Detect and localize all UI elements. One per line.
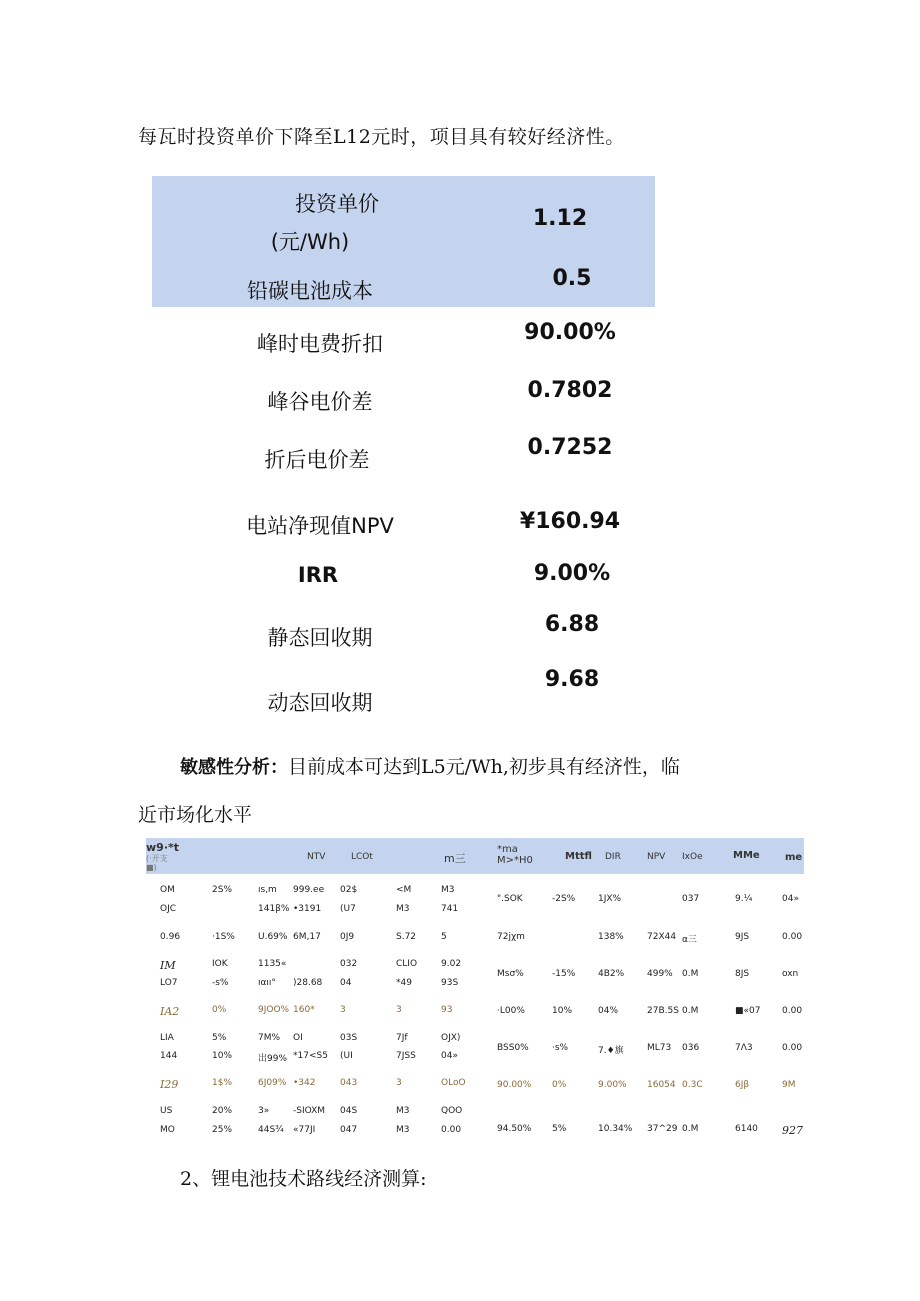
table-cell: -15% <box>552 969 576 979</box>
mini-head-col: (·开支 <box>146 854 168 863</box>
kv-value-unit-price: 1.12 <box>532 206 588 231</box>
table-cell: Msσ% <box>497 969 524 979</box>
kv-label-peak-valley-diff: 峰谷电价差 <box>267 390 373 414</box>
table-cell: -2S% <box>552 894 576 904</box>
table-cell: ".SOK <box>497 894 523 904</box>
table-cell: 043 <box>340 1078 358 1088</box>
mini-head-col: DIR <box>605 852 621 862</box>
table-cell: 8JS <box>735 969 750 979</box>
table-cell: 03S <box>340 1033 358 1043</box>
table-cell: 2S% <box>212 885 232 895</box>
table-cell: 37^29 <box>647 1124 678 1134</box>
table-cell: 9JOO% <box>258 1005 290 1015</box>
table-cell: (UI <box>340 1051 353 1061</box>
table-cell: 72X44 <box>647 932 677 942</box>
table-cell: 3» <box>258 1106 270 1116</box>
table-cell: 6140 <box>735 1124 758 1134</box>
mini-head-col: M>*H0 <box>497 855 533 866</box>
table-cell: 25% <box>212 1125 233 1135</box>
table-cell: 0.3C <box>682 1080 703 1090</box>
table-cell: IOK <box>212 959 228 969</box>
table-cell: 7M% <box>258 1033 281 1043</box>
table-cell: BSS0% <box>497 1043 529 1053</box>
table-cell: 0% <box>212 1005 227 1015</box>
table-cell: ■«07 <box>735 1006 761 1016</box>
table-cell: 0.00 <box>782 1006 803 1016</box>
table-cell: 94.50% <box>497 1124 532 1134</box>
table-cell: I29 <box>160 1078 179 1091</box>
table-cell: 9.¼ <box>735 894 753 904</box>
table-cell: 499% <box>647 969 673 979</box>
kv-value-discounted-diff: 0.7252 <box>527 435 613 460</box>
table-cell: IM <box>160 959 176 972</box>
intro-paragraph: 每瓦时投资单价下降至L12元时，项目具有较好经济性。 <box>138 126 625 148</box>
table-cell: M3 <box>396 1125 410 1135</box>
table-cell: 6J09% <box>258 1078 287 1088</box>
table-cell: U.69% <box>258 932 288 942</box>
table-cell: 3 <box>340 1005 346 1015</box>
table-cell: 1135« <box>258 959 287 969</box>
table-cell: 1$% <box>212 1078 233 1088</box>
table-cell: 037 <box>682 894 700 904</box>
table-cell: 10.34% <box>598 1124 633 1134</box>
table-cell: «77JI <box>293 1125 316 1135</box>
table-cell: S.72 <box>396 932 417 942</box>
kv-value-irr: 9.00% <box>533 561 611 586</box>
table-cell: 4B2% <box>598 969 625 979</box>
table-cell: 90.00% <box>497 1080 532 1090</box>
table-cell: 10% <box>552 1006 573 1016</box>
table-cell: 3 <box>396 1005 402 1015</box>
kv-value-peak-valley-diff: 0.7802 <box>527 378 613 403</box>
table-cell: M3 <box>396 904 410 914</box>
table-cell: <M <box>396 885 412 895</box>
table-cell: OJX) <box>441 1033 461 1043</box>
sensitivity-table <box>146 838 804 1146</box>
kv-label-npv: 电站净现值NPV <box>246 514 394 538</box>
table-cell: 9M <box>782 1080 796 1090</box>
table-cell: LIA <box>160 1033 174 1043</box>
mini-head-col: w9·*t <box>146 841 180 854</box>
table-cell: 6Jβ <box>735 1080 750 1090</box>
sensitivity-lead: 敏感性分析： <box>180 757 288 778</box>
table-cell: OJC <box>160 904 177 914</box>
table-cell: *17<S5 <box>293 1051 328 1061</box>
mini-head-col: LCOt <box>351 852 373 862</box>
table-cell: 047 <box>340 1125 358 1135</box>
table-cell: US <box>160 1106 173 1116</box>
table-cell: 5% <box>552 1124 567 1134</box>
table-cell: 741 <box>441 904 459 914</box>
table-cell: 0J9 <box>340 932 355 942</box>
table-cell: LO7 <box>160 978 178 988</box>
table-cell: 9.00% <box>598 1080 627 1090</box>
table-cell: 04S <box>340 1106 358 1116</box>
table-cell: 7JSS <box>396 1051 416 1061</box>
table-cell: )28.68 <box>293 978 323 988</box>
mini-head-col: me <box>785 852 803 863</box>
table-cell: 9JS <box>735 932 750 942</box>
kv-value-dynamic-payback: 9.68 <box>544 667 600 692</box>
table-cell: 7Λ3 <box>735 1043 753 1053</box>
table-cell: 9.02 <box>441 959 462 969</box>
table-cell: 0.00 <box>782 932 803 942</box>
table-cell: 5 <box>441 932 447 942</box>
table-cell: 927 <box>782 1124 803 1137</box>
mini-head-col: MMe <box>733 850 760 861</box>
table-cell: 04» <box>441 1051 458 1061</box>
table-cell: 44S¾ <box>258 1125 284 1135</box>
table-cell: -SIOXM <box>293 1106 326 1116</box>
table-cell: (U7 <box>340 904 356 914</box>
table-cell: α三 <box>682 935 697 945</box>
table-cell: 16054 <box>647 1080 676 1090</box>
table-cell: 1JX% <box>598 894 622 904</box>
sensitivity-paragraph-continued: 近市场化水平 <box>138 804 253 826</box>
mini-head-col: m三 <box>444 852 466 865</box>
table-cell: 0% <box>552 1080 567 1090</box>
table-cell: 5% <box>212 1033 227 1043</box>
table-cell: CLIO <box>396 959 418 969</box>
table-cell: OLoO <box>441 1078 466 1088</box>
table-cell: 999.ee <box>293 885 325 895</box>
table-cell: 3 <box>396 1078 402 1088</box>
sensitivity-paragraph <box>180 752 680 779</box>
table-cell: ıs,m <box>258 885 277 895</box>
table-cell: 7.♦旗 <box>598 1046 624 1056</box>
sensitivity-table-header <box>146 838 804 874</box>
table-cell: 144 <box>160 1051 178 1061</box>
table-cell: 0.M <box>682 1124 699 1134</box>
table-cell: 93S <box>441 978 459 988</box>
mini-head-col: NTV <box>307 852 326 862</box>
kv-value-peak-discount: 90.00% <box>524 320 616 345</box>
sensitivity-text: 目前成本可达到L5元/Wh,初步具有经济性，临 <box>288 756 680 778</box>
table-cell: ML73 <box>647 1043 672 1053</box>
table-cell: oxn <box>782 969 799 979</box>
kv-label-discounted-diff: 折后电价差 <box>264 448 370 472</box>
kv-label-unit-price-unit: (元/Wh) <box>270 230 350 254</box>
kv-label-unit-price: 投资单价 <box>295 192 379 216</box>
table-cell: 02$ <box>340 885 358 895</box>
table-cell: 出99% <box>258 1054 288 1064</box>
table-cell: QOO <box>441 1106 463 1116</box>
table-cell: 0.00 <box>441 1125 462 1135</box>
table-cell: 20% <box>212 1106 233 1116</box>
table-cell: 036 <box>682 1043 700 1053</box>
table-cell: 6M,17 <box>293 932 321 942</box>
mini-head-col: *ma <box>497 844 518 855</box>
kv-label-static-payback: 静态回收期 <box>267 626 373 650</box>
table-cell: 04% <box>598 1006 619 1016</box>
kv-label-battery-cost: 铅碳电池成本 <box>247 279 373 303</box>
kv-value-static-payback: 6.88 <box>544 612 600 637</box>
kv-label-irr: IRR <box>297 563 339 587</box>
mini-head-col: Mttfl <box>565 851 592 862</box>
table-cell: 10% <box>212 1051 233 1061</box>
table-cell: 138% <box>598 932 624 942</box>
mini-head-col: IxOe <box>682 852 703 862</box>
table-cell: ·L00% <box>497 1006 525 1016</box>
table-cell: 141β% <box>258 904 290 914</box>
mini-head-col: NPV <box>647 852 666 862</box>
table-cell: M3 <box>396 1106 410 1116</box>
table-cell: •3191 <box>293 904 322 914</box>
table-cell: 72jχm <box>497 932 525 942</box>
table-cell: 032 <box>340 959 358 969</box>
table-cell: -s% <box>212 978 229 988</box>
table-cell: OM <box>160 885 175 895</box>
table-cell: OI <box>293 1033 303 1043</box>
kv-value-battery-cost: 0.5 <box>552 266 592 291</box>
table-cell: 27B.5S <box>647 1006 679 1016</box>
table-cell: 0.00 <box>782 1043 803 1053</box>
kv-label-peak-discount: 峰时电费折扣 <box>257 332 383 356</box>
table-cell: 93 <box>441 1005 453 1015</box>
table-cell: 04» <box>782 894 799 904</box>
table-cell: M3 <box>441 885 455 895</box>
table-cell: •342 <box>293 1078 316 1088</box>
table-cell: ·1S% <box>212 932 235 942</box>
table-cell: 04 <box>340 978 352 988</box>
table-cell: ıαıı° <box>258 978 276 988</box>
table-cell: MO <box>160 1125 175 1135</box>
section-heading: 2、锂电池技术路线经济测算: <box>180 1168 427 1190</box>
kv-label-dynamic-payback: 动态回收期 <box>267 691 373 715</box>
table-cell: 0.M <box>682 969 699 979</box>
table-cell: 160* <box>293 1005 315 1015</box>
table-cell: 0.M <box>682 1006 699 1016</box>
table-cell: 7Jf <box>396 1033 408 1043</box>
table-cell: ·s% <box>552 1043 569 1053</box>
table-cell: IA2 <box>160 1005 180 1018</box>
table-cell: 0.96 <box>160 932 181 942</box>
mini-head-col: ■) <box>146 863 157 872</box>
table-cell: *49 <box>396 978 412 988</box>
kv-value-npv: ¥160.94 <box>519 509 621 534</box>
